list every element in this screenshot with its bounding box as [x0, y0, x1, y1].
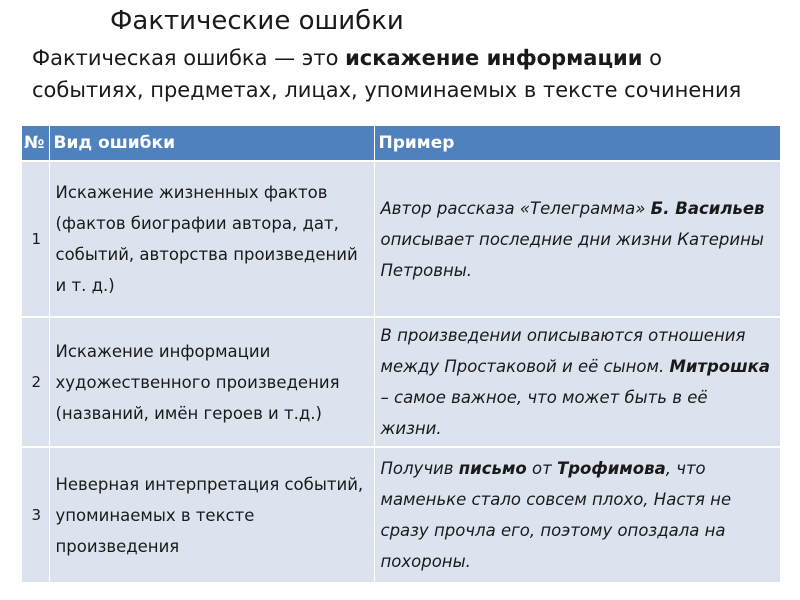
- error-type-cell: Искажение информации художественного произведения (названий, имён героев и т.д.): [49, 317, 374, 447]
- header-error-type: Вид ошибки: [49, 126, 374, 161]
- example-text: описывает последние дни жизни Катерины Петровны.: [380, 229, 764, 280]
- example-highlight: письмо: [458, 459, 527, 478]
- slide-title: Фактические ошибки: [110, 6, 404, 36]
- error-type-cell: Искажение жизненных фактов (фактов биографии автора, дат, событий, авторства произведений и т. д.): [49, 161, 374, 317]
- example-highlight: Трофимова: [556, 459, 666, 478]
- table-row: [22, 317, 780, 447]
- example-text: В произведении описываются отношения между Простаковой и её сыном.: [380, 326, 746, 376]
- example-text: Автор рассказа «Телеграмма»: [380, 198, 651, 218]
- example-highlight: Митрошка: [669, 357, 770, 376]
- definition-emphasis: искажение информации: [345, 46, 643, 70]
- example-cell: [374, 317, 780, 447]
- definition-tail: о событиях, предметах, лицах, упоминаемых в тексте сочинения: [32, 46, 742, 102]
- definition-lead: Фактическая ошибка — это: [32, 46, 346, 70]
- row-number: 2: [22, 317, 49, 447]
- example-highlight: Б. Васильев: [650, 198, 765, 218]
- row-number: 3: [22, 447, 49, 582]
- example-text: – самое важное, что может быть в её жизни.: [380, 388, 708, 438]
- error-type-cell: Неверная интерпретация событий, упоминаемых в тексте произведения: [49, 447, 374, 582]
- table-header-row: [22, 126, 780, 161]
- table-row: [22, 447, 780, 582]
- definition-text: [32, 42, 772, 106]
- example-text: Получив: [380, 459, 459, 478]
- table-row: [22, 161, 780, 317]
- example-cell: [374, 161, 780, 317]
- header-number: №: [22, 126, 49, 161]
- example-text: от: [526, 459, 557, 478]
- header-example: Пример: [374, 126, 780, 161]
- example-text: , что маменьке стало совсем плохо, Настя не сразу прочла его, поэтому опоздала на похороны.: [380, 459, 732, 571]
- error-types-table: [22, 126, 781, 582]
- row-number: 1: [22, 161, 49, 317]
- example-cell: [374, 447, 780, 582]
